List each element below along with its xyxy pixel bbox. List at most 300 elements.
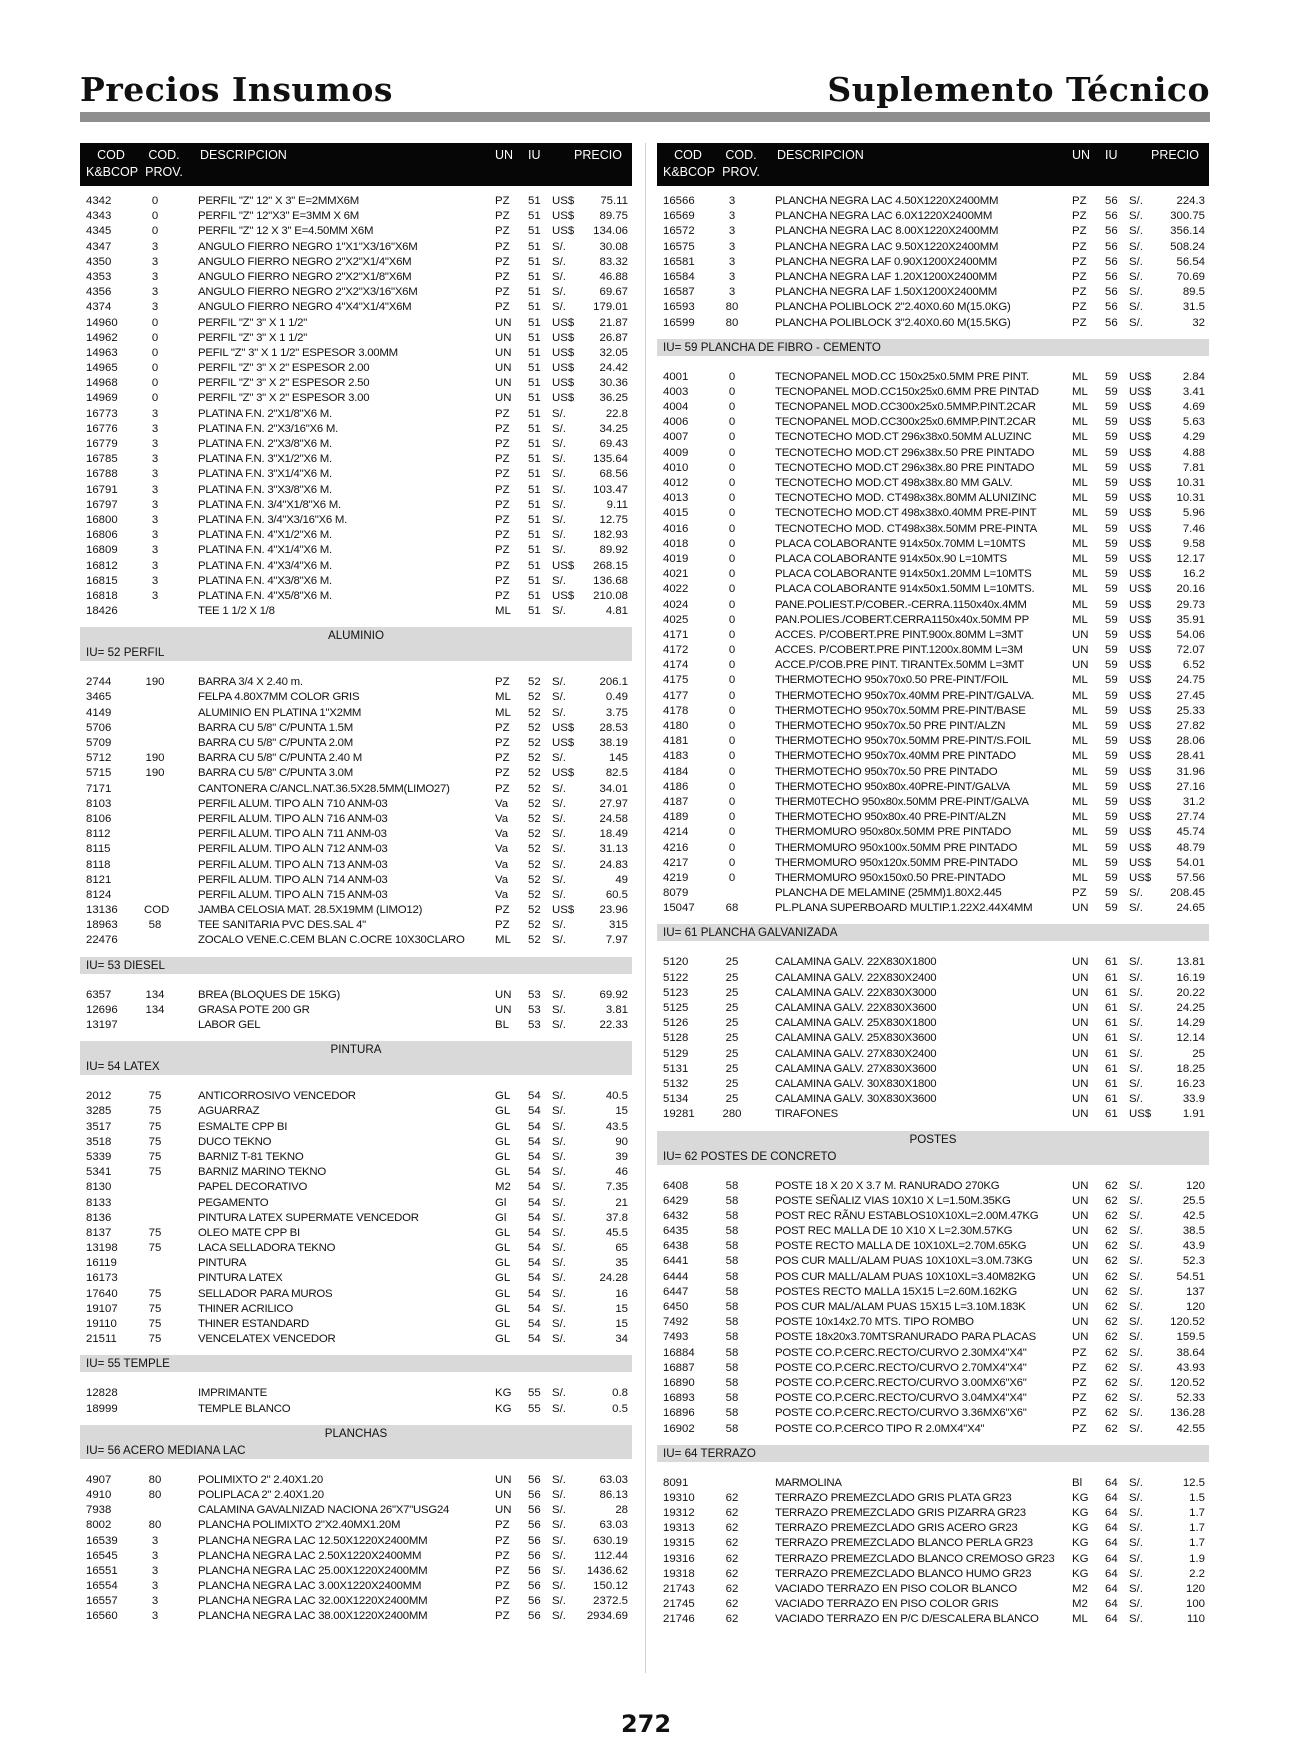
cell-desc: POSTE CO.P.CERC.RECTO/CURVO 2.30MX4"X4" [775,1346,1027,1359]
cell-prov: 0 [728,856,736,869]
cell-cod: 5122 [663,971,689,984]
cell-iu: 51 [528,301,541,314]
table-row [657,689,1209,704]
cell-iu: 51 [528,195,541,207]
cell-prov: 58 [725,1407,739,1420]
cell-cod: 16560 [86,1610,118,1623]
table-row [657,1476,1209,1491]
table-row [657,704,1209,719]
cell-currency: US$ [552,721,575,734]
cell-un: ML [495,706,511,719]
cell-iu: 54 [528,1333,541,1346]
cell-price: 69.67 [599,286,628,299]
cell-prov: 0 [151,225,159,238]
cell-prov: COD [144,904,170,917]
cell-un: ML [1072,401,1088,414]
cell-prov: 0 [728,780,736,793]
cell-un: ML [1072,613,1088,626]
cell-price: 100 [1185,1598,1205,1611]
cell-currency: US$ [1129,583,1152,596]
cell-iu: 56 [528,1610,541,1623]
cell-currency: S/. [1129,225,1143,238]
cell-cod: 21743 [663,1583,695,1595]
cell-desc: PINTURA LATEX [198,1272,283,1285]
cell-currency: S/. [552,828,566,841]
cell-un: PZ [495,721,510,734]
cell-prov: 0 [728,370,736,383]
cell-iu: 61 [1105,956,1118,969]
cell-currency: S/. [552,691,566,704]
table-row [657,971,1209,986]
table-row [657,901,1209,916]
cell-iu: 64 [1105,1476,1118,1489]
table-row [80,346,632,361]
cell-prov: 190 [145,752,165,765]
cell-iu: 59 [1105,689,1118,702]
cell-un: PZ [495,782,510,795]
cell-currency: S/. [1129,1047,1143,1060]
cell-cod: 3285 [86,1105,112,1118]
cell-currency: US$ [1129,492,1152,505]
cell-un: PZ [1072,195,1087,207]
cell-iu: 56 [528,1534,541,1547]
cell-price: 82.5 [605,767,628,780]
cell-desc: TECNOTECHO MOD.CT 498x38x0.40MM PRE-PINT [775,507,1037,520]
table-row [657,1597,1209,1612]
group-header [657,1148,1209,1165]
cell-desc: OLEO MATE CPP BI [198,1226,300,1239]
cell-un: PZ [1072,301,1087,314]
table-row [80,1165,632,1180]
cell-prov: 58 [725,1225,739,1238]
cell-price: 24.65 [1176,902,1205,915]
cell-price: 90 [615,1135,628,1148]
cell-iu: 54 [528,1150,541,1163]
cell-prov: 75 [148,1166,162,1179]
cell-cod: 7492 [663,1316,689,1329]
cell-iu: 52 [528,797,541,810]
cell-currency: S/. [1129,1093,1143,1106]
cell-currency: S/. [1129,1209,1143,1222]
cell-price: 28.53 [599,721,628,734]
cell-un: KG [1072,1537,1089,1550]
cell-cod: 15047 [663,902,695,915]
cell-iu: 52 [528,752,541,765]
cell-currency: US$ [1129,795,1152,808]
cell-desc: ZOCALO VENE.C.CEM BLAN C.OCRE 10X30CLARO [198,934,465,947]
cell-currency: S/. [552,1549,566,1562]
cell-currency: US$ [1129,856,1152,869]
header-rule [80,112,1210,122]
cell-cod: 16806 [86,529,118,542]
cell-iu: 54 [528,1302,541,1315]
group-header [80,957,632,974]
cell-price: 24.58 [599,812,628,825]
table-row [657,1491,1209,1506]
cell-cod: 16776 [86,422,118,435]
cell-un: PZ [495,195,510,207]
table-row [80,1287,632,1302]
table-row [80,467,632,482]
cell-un: PZ [495,1534,510,1547]
table-row [657,613,1209,628]
cell-price: 31.96 [1176,765,1205,778]
cell-price: 26.87 [599,331,628,344]
cell-prov: 75 [148,1226,162,1239]
cell-desc: TECNOPANEL MOD.CC300x25x0.6MMP.PINT.2CAR [775,416,1036,429]
cell-un: PZ [495,1549,510,1562]
cell-prov: 62 [725,1507,739,1520]
cell-desc: PERFIL ALUM. TIPO ALN 714 ANM-03 [198,873,388,886]
cell-desc: ANGULO FIERRO NEGRO 2"X2"X1/8"X6M [198,270,412,283]
table-row [80,1594,632,1609]
cell-cod: 14962 [86,331,118,344]
cell-prov: 80 [725,316,739,329]
cell-currency: S/. [552,544,566,557]
table-row [80,604,632,619]
cell-un: PZ [495,529,510,542]
cell-currency: S/. [1129,1225,1143,1238]
cell-price: 43.5 [605,1120,628,1133]
header-desc: DESCRIPCION [777,148,864,162]
cell-price: 16.23 [1176,1077,1205,1090]
cell-currency: S/. [1129,1598,1143,1611]
cell-cod: 6444 [663,1270,689,1283]
cell-desc: PANE.POLIEST.P/COBER.-CERRA.1150x40x.4MM [775,598,1027,611]
cell-cod: 8137 [86,1226,112,1239]
cell-un: GL [495,1333,511,1346]
cell-desc: TERRAZO PREMEZCLADO GRIS PIZARRA GR23 [775,1507,1026,1520]
cell-desc: MARMOLINA [775,1476,842,1489]
cell-cod: 16890 [663,1376,695,1389]
cell-currency: S/. [552,1105,566,1118]
cell-cod: 4216 [663,841,689,854]
cell-un: PZ [495,589,510,602]
cell-un: ML [1072,370,1088,383]
cell-desc: BARRA CU 5/8" C/PUNTA 3.0M [198,767,353,780]
cell-price: 69.43 [599,438,628,450]
spacer [657,356,1209,370]
cell-un: ML [1072,416,1088,429]
cell-price: 45.5 [605,1226,628,1239]
cell-un: Va [495,843,509,856]
cell-currency: S/. [552,1473,566,1486]
cell-un: GL [495,1135,511,1148]
table-row [657,582,1209,597]
cell-currency: US$ [1129,811,1152,824]
cell-iu: 54 [528,1272,541,1285]
cell-price: 48.79 [1176,841,1205,854]
cell-price: 24.28 [599,1272,628,1285]
cell-cod: 16893 [663,1392,695,1405]
cell-desc: POSTE CO.P.CERC.RECTO/CURVO 2.70MX4"X4" [775,1361,1027,1374]
cell-un: ML [1072,780,1088,793]
cell-price: 83.32 [599,255,628,268]
cell-prov: 134 [145,1003,165,1016]
cell-cod: 16797 [86,498,118,511]
cell-iu: 56 [528,1488,541,1501]
cell-cod: 16575 [663,240,695,253]
table-row [657,886,1209,901]
cell-currency: S/. [1129,270,1143,283]
cell-prov: 0 [728,431,736,444]
cell-cod: 7938 [86,1504,112,1517]
cell-cod: 16584 [663,270,695,283]
cell-iu: 59 [1105,370,1118,383]
cell-iu: 56 [528,1519,541,1532]
cell-prov: 58 [725,1346,739,1359]
table-row [80,285,632,300]
cell-price: 39 [615,1150,628,1163]
cell-price: 7.97 [605,934,628,947]
cell-currency: S/. [552,797,566,810]
cell-currency: US$ [1129,370,1152,383]
cell-desc: JAMBA CELOSIA MAT. 28.5X19MM (LIMO12) [198,904,423,917]
cell-prov: 75 [148,1242,162,1255]
cell-currency: S/. [1129,1240,1143,1253]
cell-price: 89.75 [599,210,628,223]
cell-iu: 51 [528,362,541,375]
cell-iu: 52 [528,858,541,871]
cell-price: 75.11 [600,195,628,207]
cell-desc: THERMOMURO 950x100x.50MM PRE PINTADO [775,841,1018,854]
cell-currency: S/. [1129,1285,1143,1298]
table-row [80,270,632,285]
cell-currency: US$ [552,904,575,917]
group-label: IU= 56 ACERO MEDIANA LAC [86,1443,246,1457]
cell-currency: S/. [552,1580,566,1593]
cell-cod: 5123 [663,986,689,999]
cell-desc: POS CUR MALL/ALAM PUAS 10X10XL=3.0M.73KG [775,1255,1033,1268]
cell-un: UN [495,392,512,405]
cell-price: 25.33 [1176,704,1205,717]
cell-price: 43.9 [1182,1240,1205,1253]
cell-un: UN [495,1504,512,1517]
cell-iu: 62 [1105,1422,1118,1435]
cell-desc: PLATINA F.N. 3"X1/4"X6 M. [198,468,332,481]
cell-prov: 25 [725,1002,739,1014]
cell-currency: S/. [552,498,566,511]
cell-iu: 51 [528,574,541,587]
cell-desc: TEE 1 1/2 X 1/8 [198,605,275,618]
cell-un: UN [1072,902,1089,915]
cell-un: GL [495,1120,511,1133]
cell-cod: 4189 [663,811,689,824]
cell-desc: VACIADO TERRAZO EN PISO COLOR BLANCO [775,1583,1017,1595]
cell-prov: 3 [728,270,736,283]
table-row [657,643,1209,658]
cell-price: 10.31 [1176,477,1205,489]
cell-un: PZ [1072,1422,1087,1435]
table-row [657,780,1209,795]
cell-currency: S/. [552,873,566,886]
cell-un: GL [495,1226,511,1239]
cell-price: 31.5 [1182,301,1205,314]
cell-currency: S/. [1129,1507,1143,1520]
cell-currency: US$ [1129,477,1152,489]
cell-iu: 56 [528,1580,541,1593]
table-row [80,1003,632,1018]
table-row [657,795,1209,810]
cell-currency: S/. [1129,1062,1143,1075]
cell-iu: 56 [528,1504,541,1517]
cell-desc: PLATINA F.N. 4"X3/8"X6 M. [198,574,332,587]
table-row [657,1077,1209,1092]
cell-currency: S/. [552,1402,566,1415]
cell-prov: 68 [725,902,739,915]
cell-un: ML [1072,461,1088,474]
cell-iu: 61 [1105,986,1118,999]
cell-currency: US$ [1129,568,1152,581]
cell-price: 110 [1186,1613,1205,1626]
cell-desc: THERM0TECHO 950x80x.50MM PRE-PINT/GALVA [775,795,1029,808]
cell-desc: PERFIL "Z" 12" X 3" E=2MMX6M [198,195,359,207]
cell-un: PZ [495,286,510,299]
cell-price: 72.07 [1176,644,1205,657]
cell-prov: 0 [728,522,736,535]
cell-currency: S/. [552,255,566,268]
cell-price: 224.3 [1176,195,1205,207]
table-row [657,1376,1209,1391]
cell-currency: S/. [552,706,566,719]
table-row [80,1503,632,1518]
cell-price: 29.73 [1176,598,1205,611]
cell-prov: 3 [728,225,736,238]
cell-iu: 54 [528,1090,541,1103]
cell-desc: THERMOTECHO 950x70x.40MM PRE-PINT/GALVA. [775,689,1035,702]
cell-un: UN [495,988,512,1001]
header-prov: COD. PROV. [145,148,183,179]
cell-iu: 61 [1105,1077,1118,1090]
cell-desc: PLANCHA NEGRA LAC 8.00X1220X2400MM [775,225,999,238]
cell-un: ML [1072,1613,1088,1626]
cell-un: UN [1072,1225,1089,1238]
cell-iu: 54 [528,1211,541,1224]
cell-cod: 4016 [663,522,689,535]
cell-un: ML [1072,735,1088,748]
cell-price: 14.29 [1176,1017,1205,1030]
cell-desc: PERFIL "Z" 3" X 2" ESPESOR 2.00 [198,362,370,375]
cell-currency: S/. [552,574,566,587]
cell-prov: 0 [728,811,736,824]
cell-prov: 62 [725,1613,739,1626]
cell-iu: 53 [528,1019,541,1031]
cell-currency: S/. [552,1272,566,1285]
table-row [657,194,1209,209]
cell-un: UN [1072,1270,1089,1283]
cell-iu: 61 [1105,1062,1118,1075]
cell-iu: 59 [1105,613,1118,626]
cell-currency: S/. [1129,1552,1143,1565]
cell-prov: 62 [725,1567,739,1580]
cell-price: 35 [615,1257,628,1270]
cell-iu: 51 [528,605,541,618]
cell-cod: 4149 [86,706,112,719]
cell-iu: 56 [528,1473,541,1486]
cell-un: PZ [495,919,510,932]
cell-desc: PLATINA F.N. 3"X3/8"X6 M. [198,483,332,496]
cell-iu: 52 [528,888,541,901]
cell-un: ML [1072,811,1088,824]
cell-iu: 59 [1105,720,1118,732]
cell-un: PZ [495,904,510,917]
cell-currency: S/. [552,1564,566,1577]
cell-desc: PERFIL "Z" 3" X 1 1/2" [198,316,308,329]
cell-desc: BARRA CU 5/8" C/PUNTA 2.0M [198,737,353,749]
cell-currency: S/. [552,1287,566,1300]
cell-price: 150.12 [593,1580,628,1593]
cell-price: 1.5 [1189,1491,1205,1504]
cell-prov: 3 [151,422,159,435]
table-row [657,476,1209,491]
cell-desc: GRASA POTE 200 GR [198,1003,310,1016]
cell-desc: POSTE RECTO MALLA DE 10X10XL=2.70M.65KG [775,1240,1027,1253]
cell-price: 120.52 [1170,1376,1205,1389]
cell-price: 12.5 [1182,1476,1205,1489]
table-row [657,1194,1209,1209]
cell-desc: PLACA COLABORANTE 914x50x.90 L=10MTS [775,552,1007,565]
table-row [80,1018,632,1033]
cell-un: PZ [495,737,510,749]
price-table-right [657,143,1209,1628]
table-row [657,224,1209,239]
cell-un: ML [1072,704,1088,717]
cell-desc: THERMOTECHO 950x70x.40MM PRE PINTADO [775,750,1016,763]
cell-desc: PLATINA F.N. 3/4"X3/16"X6 M. [198,513,348,526]
cell-un: PZ [495,1595,510,1608]
cell-cod: 16572 [663,225,695,238]
cell-currency: S/. [552,1302,566,1315]
table-row [657,1330,1209,1345]
cell-iu: 54 [528,1318,541,1330]
cell-currency: US$ [1129,385,1152,398]
cell-cod: 4171 [663,628,689,641]
cell-currency: S/. [552,988,566,1001]
cell-price: 3.81 [605,1003,628,1016]
table-row [80,1302,632,1317]
table-row [657,765,1209,780]
cell-iu: 59 [1105,507,1118,520]
cell-price: 2.2 [1189,1567,1205,1580]
cell-desc: ANTICORROSIVO VENCEDOR [198,1090,356,1103]
cell-prov: 75 [148,1333,162,1346]
cell-iu: 52 [528,721,541,734]
cell-prov: 0 [728,461,736,474]
cell-desc: PLANCHA DE MELAMINE (25MM)1.80X2.445 [775,887,1002,900]
cell-cod: 17640 [86,1287,118,1300]
cell-prov: 80 [148,1473,162,1486]
cell-price: 27.16 [1176,780,1205,793]
cell-iu: 52 [528,767,541,780]
table-row [80,1488,632,1503]
table-row [80,782,632,797]
cell-prov: 58 [725,1194,739,1207]
table-row [80,1211,632,1226]
table-row [657,841,1209,856]
cell-cod: 8112 [86,828,111,841]
cell-desc: PLANCHA NEGRA LAC 2.50X1220X2400MM [198,1549,422,1562]
cell-prov: 0 [728,765,736,778]
cell-desc: PLANCHA NEGRA LAC 25.00X1220X2400MM [198,1564,428,1577]
cell-prov: 3 [151,1610,159,1623]
cell-iu: 59 [1105,568,1118,581]
cell-price: 6.52 [1182,659,1205,672]
cell-iu: 61 [1105,1032,1118,1045]
table-row [80,452,632,467]
cell-desc: TECNOPANEL MOD.CC150x25x0.6MM PRE PINTAD [775,385,1039,398]
table-row [80,903,632,918]
cell-desc: PLATINA F.N. 3"X1/2"X6 M. [198,453,332,466]
